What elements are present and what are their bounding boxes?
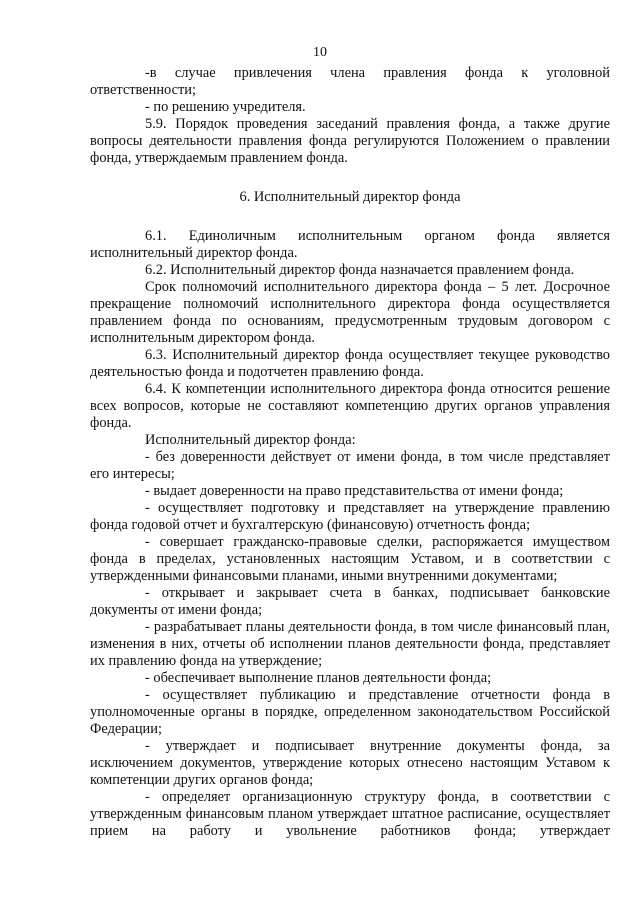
list-item: - обеспечивает выполнение планов деятельности фонда; bbox=[145, 670, 492, 686]
paragraph: -в случае привлечения члена правления фонда к уголовной ответственности; bbox=[90, 65, 610, 98]
paragraph: 5.9. Порядок проведения заседаний правления фонда, а также другие вопросы деятельности правления фонда регулируются Положением о правлении фонда, утверждаемым правлением фонда. bbox=[90, 116, 610, 166]
paragraph: 6.3. Исполнительный директор фонда осуществляет текущее руководство деятельностью фонда и подотчетен правлению фонда. bbox=[90, 347, 610, 380]
paragraph: 6.1. Единоличным исполнительным органом фонда является исполнительный директор фонда. bbox=[90, 228, 610, 261]
list-item: - осуществляет подготовку и представляет на утверждение правлению фонда годовой отчет и бухгалтерскую (финансовую) отчетность фонда; bbox=[90, 500, 610, 533]
list-item: - определяет организационную структуру фонда, в соответствии с утвержденным финансовым планом утверждает штатное расписание, осуществляет прием на работу и увольнение работников фонда; утверждает bbox=[90, 789, 610, 839]
paragraph: 6.2. Исполнительный директор фонда назначается правлением фонда. bbox=[145, 262, 575, 278]
paragraph: Срок полномочий исполнительного директора фонда – 5 лет. Досрочное прекращение полномочий исполнительного директора фонда осуществляется правлением фонда по основаниям, предусмотренным трудовым договором с исполнительным директором фонда. bbox=[90, 279, 610, 346]
paragraph: 6.4. К компетенции исполнительного директора фонда относится решение всех вопросов, которые не составляют компетенцию других органов управления фонда. bbox=[90, 381, 610, 431]
list-item: - разрабатывает планы деятельности фонда, в том числе финансовый план, изменения в них, отчеты об исполнении планов деятельности фонда, представляет их правлению фонда на утверждение; bbox=[90, 619, 610, 669]
list-item: - осуществляет публикацию и представление отчетности фонда в уполномоченные органы в порядке, определенном законодательством Российской Федерации; bbox=[90, 687, 610, 737]
paragraph: Исполнительный директор фонда: bbox=[145, 432, 356, 448]
list-item: - выдает доверенности на право представительства от имени фонда; bbox=[145, 483, 564, 499]
list-item: - открывает и закрывает счета в банках, подписывает банковские документы от имени фонда; bbox=[90, 585, 610, 618]
document-body bbox=[90, 65, 610, 840]
section-title: 6. Исполнительный директор фонда bbox=[239, 189, 461, 205]
list-item: - совершает гражданско-правовые сделки, распоряжается имуществом фонда в пределах, установленных настоящим Уставом, и в соответствии с утвержденными финансовыми планами, иными внутренними документами; bbox=[90, 534, 610, 584]
paragraph: - по решению учредителя. bbox=[145, 99, 306, 115]
list-item: - без доверенности действует от имени фонда, в том числе представляет его интересы; bbox=[90, 449, 610, 482]
list-item: - утверждает и подписывает внутренние документы фонда, за исключением документов, утверждение которых отнесено настоящим Уставом к компетенции других органов фонда; bbox=[90, 738, 610, 788]
page-number: 10 bbox=[313, 45, 327, 60]
